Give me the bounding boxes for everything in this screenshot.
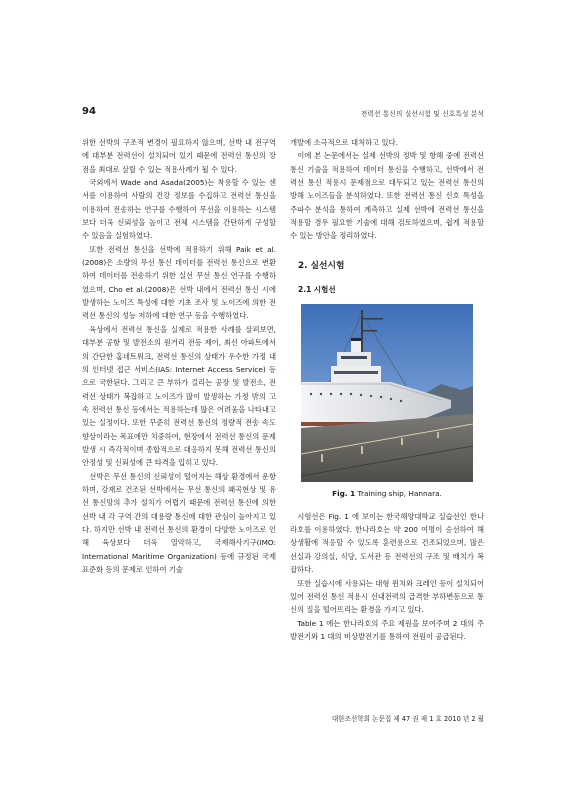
paragraph: Table 1 에는 한나라호의 주요 제원을 보여주며 2 대의 주발전기와 1 대의 비상발전기를 통하여 전원이 공급된다. [290, 618, 484, 641]
figure-caption-text: Training ship, Hannara. [355, 489, 442, 499]
paragraph: 시험선은 Fig. 1 에 보이는 한국해양대학교 실습선인 한나라호를 이용하였다. 한나라호는 약 200 여명이 승선하여 해상생활에 적응할 수 있도록 훈련용으로 건조되었으며, 많은 선실과 강의실, 식당, 도서관 등 전력선의 구조 및 배치가 복잡하다. [290, 511, 484, 575]
left-column [82, 136, 276, 576]
running-title: 전력선 통신의 실선시험 및 신호특성 분석 [360, 110, 484, 118]
section-heading: 2. 실선시험 [298, 260, 345, 271]
subsection-heading: 2.1 시험선 [298, 285, 336, 295]
page-number: 94 [82, 106, 96, 117]
paragraph: 선박은 무선 통신의 신뢰성이 떨어지는 해상 환경에서 운항하며, 강재로 건조된 선박에서는 무선 통신의 왜곡현상 및 유선 통신망의 추가 설치가 어렵기 때문에 전력선 통신에 의한 선박 내 각 구역 간의 대용량 통신에 대한 관심이 높아지고 있다. 하지만 선박 내 전력선 통신의 환경이 다양한 노이즈로 인해 육상보다 더욱 열악하고, 국제해사기구(IMO: International Maritime Organization) 등에 규정된 국제 표준화 등의 문제로 인하여 기술 [82, 471, 276, 574]
figure-training-ship-photo [301, 304, 473, 482]
journal-footer: 대한조선학회 논문집 제 47 권 제 1 호 2010 년 2 월 [331, 715, 484, 723]
paragraph: 또한 실습시에 사용되는 대형 윈치와 크레인 등이 설치되어 있어 전력선 통신 적용시 선내전력의 급격한 부하변동으로 통신의 질을 떨어뜨리는 환경을 가지고 있다. [290, 578, 484, 615]
right-column [290, 136, 484, 643]
figure-label: Fig. 1 [332, 489, 356, 499]
paragraph: 또한 전력선 통신을 선박에 적용하기 위해 Paik et al.(2008)은 소량의 무선 통신 데이터를 전력선 통신으로 변환하여 데이터를 전송하기 위한 실선 무선 통신 연구를 수행하였으며, Cho et al.(2008)은 선박 내에서 전력선 통신 시에 발생하는 노이즈 특성에 대한 기초 조사 및 노이즈에 의한 전력선 통신의 성능 저하에 대한 연구 등을 수행하였다. [82, 244, 276, 321]
paragraph: 육상에서 전력선 통신을 실제로 적용한 사례를 살펴보면, 대부분 공항 및 발전소의 원거리 전등 제어, 최신 아파트에서의 간단한 홈네트워크, 전력선 통신의 상태가 우수한 가정 내의 인터넷 접근 서비스(IAS: Internet Access Service) 등으로 국한된다. 그리고 큰 부하가 걸리는 공장 및 발전소, 전력선 상태가 복잡하고 노이즈가 많이 발생하는 가정 밖의 고속 전력선 통신 등에서는 적용하는데 많은 어려움을 나타내고 있는 실정이다. 또한 꾸준히 전력선 통신의 정량적 전송 속도 향상이라는 목표에만 치중하여, 현장에서 전력선 통신의 문제 발생 시 즉각적이며 종합적으로 대응하지 못해 전력선 통신의 안정성 및 신뢰성에 큰 타격을 입히고 있다. [82, 324, 276, 468]
paragraph: 국외에서 Wade and Asada(2005)는 착용할 수 있는 센서를 이용하여 사람의 건강 정보를 수집하고 전력선 통신을 이용하여 전송하는 연구를 수행하여 무선을 이용하는 시스템보다 더욱 신뢰성을 높이고 전체 시스템을 간단하게 구성할 수 있음을 실험하였다. [82, 178, 276, 241]
paragraph: 개발에 소극적으로 대처하고 있다. [290, 138, 398, 147]
paragraph: 위한 선박의 구조적 변경이 필요하지 않으며, 선박 내 전구역에 대부분 전력선이 설치되어 있기 때문에 전력선 통신의 장점을 최대로 살릴 수 있는 적용사례가 될 수 있다. [82, 138, 276, 174]
ship-photo-image [301, 304, 473, 482]
paragraph: 이에 본 논문에서는 실제 선박의 정박 및 항해 중에 전력선 통신 기술을 적용하여 데이터 통신을 수행하고, 선박에서 전력선 통신 적용시 문제점으로 대두되고 있는 전력선 통신의 방해 노이즈들을 분석하였다. 또한 전력선 통신 신호 특성을 주파수 분석을 통하여 계측하고 실제 선박에 전력선 통신을 적용할 경우 필요한 기술에 대해 검토하였으며, 쉽게 적용할 수 있는 방안을 정리하였다. [290, 151, 484, 241]
figure-caption [290, 487, 484, 500]
